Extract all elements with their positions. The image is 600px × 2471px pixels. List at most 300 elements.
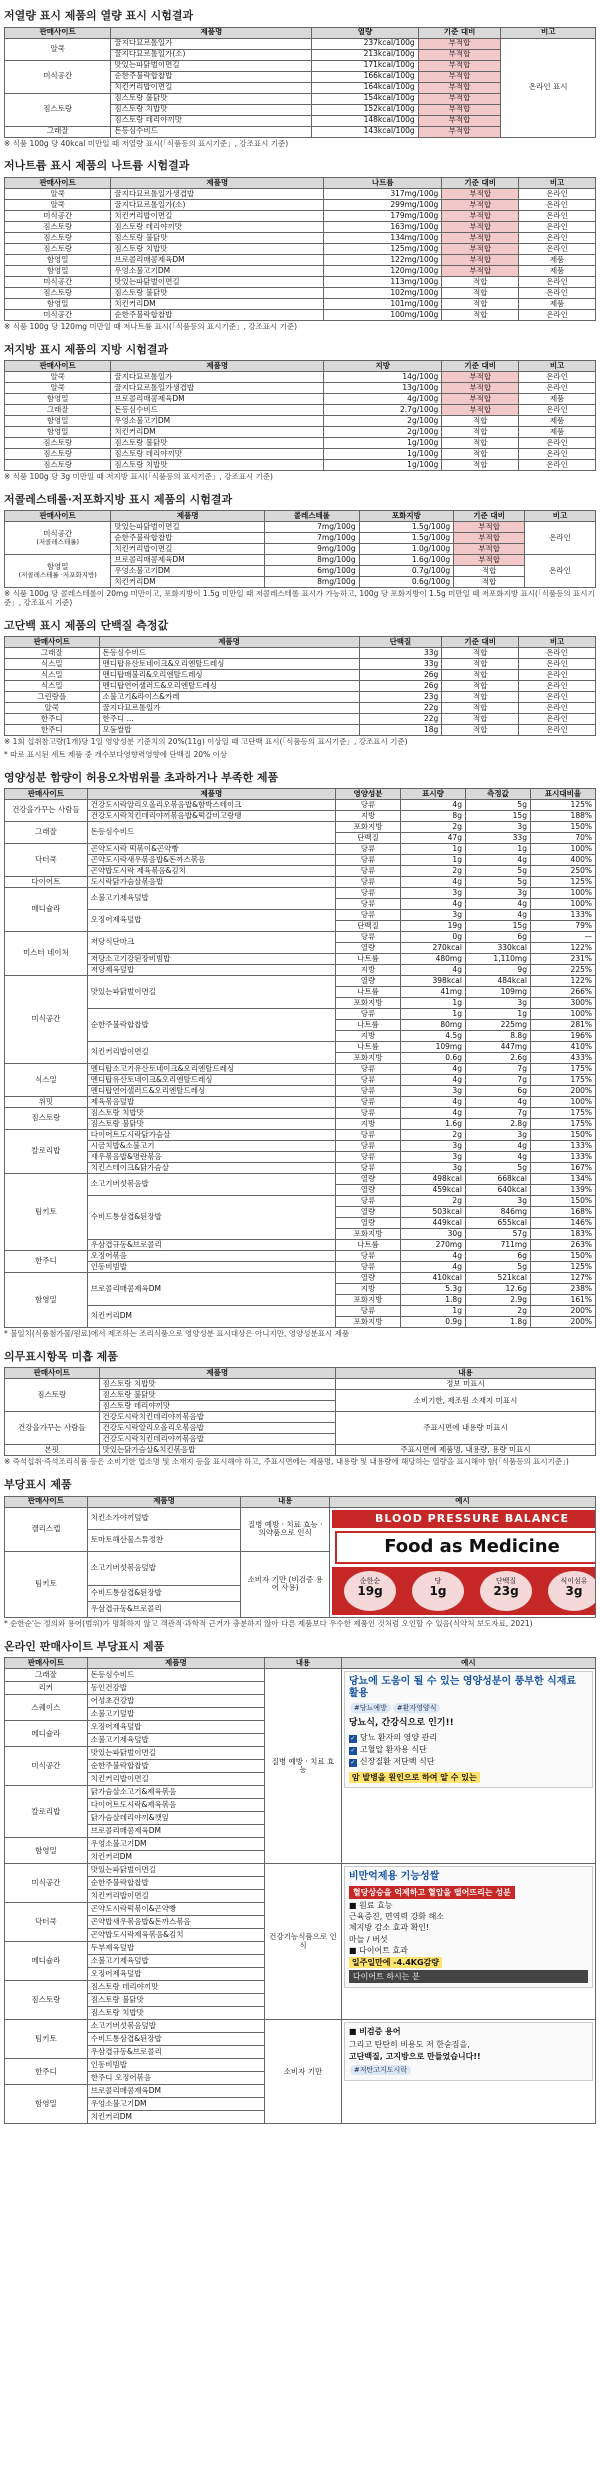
product-cell: 맛있는파닭벌이면길 — [111, 60, 312, 71]
product-cell: 짐스토랑 데리야끼맛 — [99, 1401, 335, 1412]
measured-cell: 5g — [465, 1163, 530, 1174]
remark-cell: 제품 — [519, 394, 596, 405]
label-value-cell: 19g — [400, 921, 465, 932]
site-cell: 칼로리밥 — [5, 1130, 88, 1174]
verdict-cell: 적합 — [442, 703, 519, 714]
verdict-cell: 부적합 — [442, 383, 519, 394]
product-cell: 브로콜리매콤제육DM — [111, 394, 324, 405]
label-value-cell: 398kcal — [400, 976, 465, 987]
content-cell: 주표시면에 제품명, 내용량, 용량 미표시 — [335, 1445, 595, 1456]
nutrient-cell: 나트륨 — [335, 954, 400, 965]
stat-label: 단백질 — [495, 1577, 517, 1586]
table-row — [5, 555, 596, 566]
table-header-row — [5, 27, 596, 38]
measured-cell: 7g — [465, 1108, 530, 1119]
remark-cell: 온라인 — [519, 725, 596, 736]
measured-cell: 57g — [465, 1229, 530, 1240]
verdict-cell: 적합 — [454, 566, 525, 577]
product-cell: 곤약밥새우볶음밥&돈까스볶음 — [87, 1916, 264, 1929]
ratio-cell: 100% — [530, 844, 595, 855]
content-cell: 소비기한, 제조원 소재지 미표시 — [335, 1390, 595, 1412]
table-row — [5, 298, 596, 309]
hashtag: #환자영양식 — [393, 1703, 441, 1713]
product-cell: 꿀지다묘르톨일가(소) — [111, 49, 312, 60]
value-cell: 33g — [359, 648, 442, 659]
check-text: 신장질환 저단백 식단 — [359, 1756, 435, 1766]
site-cell: 함영밀 — [5, 427, 111, 438]
site-cell: 그래잘 — [5, 1669, 88, 1682]
ratio-cell: 200% — [530, 1086, 595, 1097]
product-cell: 순한주불락합찹밥 — [111, 71, 312, 82]
ad-line: 마늘 / 버섯 — [348, 1934, 388, 1944]
label-value-cell: 1.8g — [400, 1295, 465, 1306]
col-header: 예시 — [330, 1496, 596, 1507]
table-row — [5, 1064, 596, 1075]
col-header: 판매사이트 — [5, 361, 111, 372]
verdict-cell: 부적합 — [442, 221, 519, 232]
nutrient-cell: 당류 — [335, 899, 400, 910]
remark-cell: 온라인 — [519, 405, 596, 416]
value-cell: 4g/100g — [324, 394, 442, 405]
product-cell: 짐스토랑 치밥맛 — [111, 460, 324, 471]
measured-cell: 668kcal — [465, 1174, 530, 1185]
col-header: 제품명 — [87, 789, 335, 800]
section-title-cholesterol: 저콜레스테롤·저포화지방 표시 제품의 시험결과 — [4, 492, 233, 506]
product-cell: 우엉소불고기DM — [111, 566, 265, 577]
verdict-cell: 부적합 — [454, 555, 525, 566]
label-value-cell: 3g — [400, 1163, 465, 1174]
product-cell: 건강도시락알리오올리오볶음밥&함박스테이크 — [87, 800, 335, 811]
nutrient-cell: 당류 — [335, 1086, 400, 1097]
verdict-cell: 부적합 — [418, 49, 501, 60]
mandatory-table — [4, 1367, 596, 1456]
site-cell: 팀키토 — [5, 2020, 88, 2059]
product-cell: 꿀지다묘르톨일가 — [111, 38, 312, 49]
ad-functional — [344, 1866, 593, 1988]
site-cell: 그래잘 — [5, 405, 111, 416]
product-cell: 짐스토랑 치밥맛 — [111, 104, 312, 115]
value-cell: 0.6g/100g — [359, 577, 454, 588]
product-cell: 시금치밥&소불고기 — [87, 1141, 335, 1152]
site-cell: 함영밀 — [5, 1273, 88, 1328]
col-header: 제품명 — [87, 1496, 241, 1507]
example-cell — [341, 2020, 595, 2124]
measured-cell: 655kcal — [465, 1218, 530, 1229]
product-cell: 한주디 ... — [99, 714, 359, 725]
site-cell: 알쿡 — [5, 372, 111, 383]
product-cell: 두부제육덮밥 — [87, 1942, 264, 1955]
product-cell: 짐스토랑 불닭맛 — [111, 287, 324, 298]
tolerance-table — [4, 788, 596, 1328]
ratio-cell: 266% — [530, 987, 595, 998]
site-cell: 미식공간 — [5, 276, 111, 287]
measured-cell: 4g — [465, 855, 530, 866]
product-cell: 브로콜리매콤제육DM — [111, 254, 324, 265]
product-cell: 곤약밥도시락제육볶음&김치 — [87, 1929, 264, 1942]
table-row — [5, 1669, 596, 1682]
product-cell: 맛있는파닭벌이면길 — [111, 522, 265, 533]
value-cell: 26g — [359, 681, 442, 692]
table-header-row — [5, 637, 596, 648]
label-value-cell: 0.6g — [400, 1053, 465, 1064]
remark-cell: 온라인 — [519, 372, 596, 383]
verdict-cell: 적합 — [442, 714, 519, 725]
product-cell: 치킨커리밥이면길 — [111, 544, 265, 555]
product-cell: 돈등심수비드 — [87, 1669, 264, 1682]
ratio-cell: 238% — [530, 1284, 595, 1295]
sodium-table — [4, 177, 596, 321]
product-cell: 짐스토랑 불닭맛 — [87, 1994, 264, 2007]
measured-cell: 3g — [465, 822, 530, 833]
nutrient-cell: 당류 — [335, 1075, 400, 1086]
product-cell: 동인건강밥 — [87, 1682, 264, 1695]
nutrient-cell: 나트륨 — [335, 1240, 400, 1251]
table-row — [5, 383, 596, 394]
measured-cell: 6g — [465, 1251, 530, 1262]
product-cell: 치킨커리밥이면길 — [87, 1042, 335, 1064]
measured-cell: 7g — [465, 1064, 530, 1075]
product-cell: 닭가슴살데리야끼&깻잎 — [87, 1812, 264, 1825]
measured-cell: 3g — [465, 1196, 530, 1207]
nutrient-cell: 포화지방 — [335, 1295, 400, 1306]
section-title-mandatory: 의무표시항목 미흡 제품 — [4, 1349, 118, 1363]
product-cell: 어성초건강밥 — [87, 1695, 264, 1708]
verdict-cell: 적합 — [442, 670, 519, 681]
verdict-cell: 부적합 — [454, 522, 525, 533]
value-cell: 164kcal/100g — [312, 82, 418, 93]
nutrient-cell: 당류 — [335, 1196, 400, 1207]
site-cell: 함영밀 — [5, 265, 111, 276]
product-cell: 짐스토랑 치밥맛 — [87, 2007, 264, 2020]
ratio-cell: 150% — [530, 1251, 595, 1262]
col-header: 판매사이트 — [5, 1496, 88, 1507]
check-text: 고혈압 환자용 식단 — [359, 1744, 427, 1754]
product-cell: 도시락닭가슴살볶음밥 — [87, 877, 335, 888]
value-cell: 1g/100g — [324, 438, 442, 449]
ratio-cell: — — [530, 932, 595, 943]
col-header: 내용 — [335, 1368, 595, 1379]
table-row — [5, 877, 596, 888]
product-cell: 맛있는파닭벌이면길 — [87, 976, 335, 1009]
product-cell: 순한주불락합찹밥 — [111, 533, 265, 544]
table-row — [5, 1075, 596, 1086]
table-header-row — [5, 511, 596, 522]
remark-cell: 온라인 — [519, 199, 596, 210]
value-cell: 237kcal/100g — [312, 38, 418, 49]
value-cell: 7mg/100g — [265, 522, 360, 533]
ratio-cell: 122% — [530, 943, 595, 954]
site-cell: 함영밀 — [5, 254, 111, 265]
measured-cell: 711mg — [465, 1240, 530, 1251]
bp-banner-food: Food as Medicine — [335, 1531, 595, 1564]
ratio-cell: 122% — [530, 976, 595, 987]
nutrient-cell: 단백질 — [335, 921, 400, 932]
label-value-cell: 80mg — [400, 1020, 465, 1031]
stat-value: 1g — [429, 1584, 447, 1599]
table-row — [5, 1240, 596, 1251]
table-row — [5, 1507, 596, 1529]
ratio-cell: 150% — [530, 1196, 595, 1207]
ad-highlight: 일주일만에 -4.4KG감량 — [349, 1957, 442, 1968]
site-name: 함영밀 — [46, 562, 69, 572]
value-cell: 22g — [359, 714, 442, 725]
measured-cell: 4g — [465, 1097, 530, 1108]
verdict-cell: 부적합 — [442, 243, 519, 254]
site-cell: 한주디 — [5, 725, 100, 736]
ratio-cell: 100% — [530, 888, 595, 899]
nutrient-cell: 포화지방 — [335, 1229, 400, 1240]
note: ※ 식품 100g 당 콜레스테롤이 20mg 미만이고, 포화지방이 1.5g 미만일 때 저콜레스테롤 표시가 가능하고, 100g 당 포화지방이 1.5g 미만일 때 저포화지방 표시(「식품등의 표시기준」, 강조표시 기준) — [4, 589, 595, 608]
measured-cell: 330kcal — [465, 943, 530, 954]
ratio-cell: 400% — [530, 855, 595, 866]
value-cell: 1g/100g — [324, 449, 442, 460]
verdict-cell: 적합 — [442, 287, 519, 298]
col-header: 표시대비율 — [530, 789, 595, 800]
note: * 순한순'는 정의와 용어(범위)가 명확하지 않고 객관적·과학적 근거가 충분하지 않아 다른 제품보다 우수한 제품인 것처럼 오인할 수 있음(식약처 보도자료, 2021) — [4, 1619, 533, 1629]
measured-cell: 846mg — [465, 1207, 530, 1218]
verdict-cell: 부적합 — [442, 199, 519, 210]
stat-label: 식이섬유 — [560, 1577, 588, 1586]
measured-cell: 15g — [465, 811, 530, 822]
table-row — [5, 965, 596, 976]
remark-cell: 온라인 — [519, 309, 596, 320]
label-value-cell: 480mg — [400, 954, 465, 965]
bp-banner — [332, 1510, 595, 1615]
nutrient-cell: 지방 — [335, 1284, 400, 1295]
label-value-cell: 0.9g — [400, 1317, 465, 1328]
value-cell: 113mg/100g — [324, 276, 442, 287]
ad-line: 체지방 감소 효과 확인! — [348, 1923, 430, 1933]
stat-value: 23g — [493, 1584, 519, 1599]
table-row — [5, 976, 596, 987]
product-cell: 돈등심수비드 — [111, 405, 324, 416]
product-cell: 순한주불락합찹밥 — [111, 309, 324, 320]
verdict-cell: 적합 — [442, 427, 519, 438]
check-item — [349, 1745, 588, 1755]
verdict-cell: 부적합 — [442, 232, 519, 243]
value-cell: 2g/100g — [324, 416, 442, 427]
content-cell: 질병 예방 · 치료 효능 — [265, 1669, 342, 1864]
product-cell: 인동비빔밥 — [87, 1262, 335, 1273]
verdict-cell: 적합 — [442, 659, 519, 670]
label-value-cell: 30g — [400, 1229, 465, 1240]
value-cell: 22g — [359, 703, 442, 714]
table-row — [5, 210, 596, 221]
nutrient-cell: 당류 — [335, 1130, 400, 1141]
ratio-cell: 200% — [530, 1317, 595, 1328]
product-cell: 토마토해산물스튜정찬 — [87, 1529, 241, 1551]
product-cell: 치킨커리밥이면길 — [87, 1890, 264, 1903]
site-cell: 함영밀 — [5, 394, 111, 405]
table-row — [5, 888, 596, 899]
verdict-cell: 적합 — [442, 309, 519, 320]
label-value-cell: 1g — [400, 844, 465, 855]
table-row — [5, 221, 596, 232]
note: * 불일치(식품첨가물/원료)에서 제조하는 조리식품으로 영양성분 표시대상은 아니지만, 영양성분표시 제품 — [4, 1329, 350, 1339]
nutrient-cell: 나트륨 — [335, 1020, 400, 1031]
measured-cell: 6g — [465, 1086, 530, 1097]
table-row — [5, 1262, 596, 1273]
value-cell: 18g — [359, 725, 442, 736]
site-cell: 짐스토랑 — [5, 1981, 88, 2020]
nutrient-cell: 지방 — [335, 811, 400, 822]
measured-cell: 521kcal — [465, 1273, 530, 1284]
measured-cell: 6g — [465, 932, 530, 943]
measured-cell: 447mg — [465, 1042, 530, 1053]
verdict-cell: 적합 — [442, 692, 519, 703]
col-header: 단백질 — [359, 637, 442, 648]
ratio-cell: 125% — [530, 877, 595, 888]
product-cell: 소불고기제육덮밥 — [87, 1955, 264, 1968]
site-cell: 함영밀 — [5, 2085, 88, 2124]
ad-title: ■ 비검증 용어 — [348, 2027, 401, 2037]
bp-banner-head: BLOOD PRESSURE BALANCE — [332, 1510, 595, 1529]
table-header-row — [5, 177, 596, 188]
col-header: 판매사이트 — [5, 177, 111, 188]
site-cell: 식스밀 — [5, 670, 100, 681]
site-cell: 건강을가꾸는 사람들 — [5, 1412, 100, 1445]
col-header: 제품명 — [111, 361, 324, 372]
content-cell: 질병 예방 · 치료 효능 · 의약품으로 인식 — [241, 1507, 330, 1551]
site-cell: 미식공간 — [5, 309, 111, 320]
col-header: 열량 — [312, 27, 418, 38]
label-value-cell: 1g — [400, 855, 465, 866]
ratio-cell: 125% — [530, 800, 595, 811]
note: ※ 즉석섭취·즉석조리식품 등은 소비기한 업소명 및 소재지 등을 표시해야 하고, 주표시면에는 제품명, 내용량 및 내용량에 해당하는 열량을 표시해야 함(「식품등의 표시기준」) — [4, 1457, 569, 1467]
product-cell: 소불고기&라이스&카레 — [99, 692, 359, 703]
product-cell: 건강도시락알리오올리오볶음밥 — [99, 1423, 335, 1434]
table-row — [5, 1042, 596, 1053]
check-text: 당뇨 환자의 영양 관리 — [359, 1732, 438, 1742]
measured-cell: 2.6g — [465, 1053, 530, 1064]
ratio-cell: 250% — [530, 866, 595, 877]
table-row — [5, 243, 596, 254]
value-cell: 171kcal/100g — [312, 60, 418, 71]
table-row — [5, 372, 596, 383]
product-cell: 브로콜리매콤제육DM — [87, 2085, 264, 2098]
stat-value: 19g — [357, 1584, 383, 1599]
content-cell: 소비자 기만 (비검증 용어 사용) — [241, 1551, 330, 1617]
calorie-table — [4, 27, 596, 138]
site-cell: 알쿡 — [5, 199, 111, 210]
col-header: 판매사이트 — [5, 637, 100, 648]
col-header: 지방 — [324, 361, 442, 372]
product-cell: 꿀지다묘르톨일가생겹밥 — [111, 383, 324, 394]
remark-cell: 온라인 — [519, 210, 596, 221]
remark-cell: 제품 — [519, 254, 596, 265]
table-row — [5, 844, 596, 855]
product-cell: 멘디탑소고기유산토네이크&오리엔탈드레싱 — [87, 1064, 335, 1075]
verdict-cell: 적합 — [442, 416, 519, 427]
value-cell: 8mg/100g — [265, 555, 360, 566]
table-row — [5, 1864, 596, 1877]
nutrient-cell: 당류 — [335, 866, 400, 877]
product-cell: 소불고기제육덮밥 — [87, 888, 335, 910]
site-cell: 함영밀 — [5, 416, 111, 427]
label-value-cell: 1g — [400, 998, 465, 1009]
col-header: 비고 — [519, 637, 596, 648]
measured-cell: 7g — [465, 1075, 530, 1086]
remark-cell: 온라인 — [519, 383, 596, 394]
ratio-cell: 196% — [530, 1031, 595, 1042]
site-sub: (저콜레스테롤 ·저포화지방) — [18, 571, 97, 580]
table-row — [5, 416, 596, 427]
verdict-cell: 부적합 — [442, 394, 519, 405]
label-value-cell: 3g — [400, 1152, 465, 1163]
product-cell: 치킨스테이크&닭가슴살 — [87, 1163, 335, 1174]
product-cell: 치킨커리DM — [87, 1851, 264, 1864]
remark-cell: 온라인 — [519, 681, 596, 692]
value-cell: 213kcal/100g — [312, 49, 418, 60]
col-header: 내용 — [265, 1658, 342, 1669]
table-row — [5, 287, 596, 298]
site-cell: 짐스토랑 — [5, 287, 111, 298]
value-cell: 1.6g/100g — [359, 555, 454, 566]
site-cell: 알쿡 — [5, 383, 111, 394]
remark-cell: 온라인 — [519, 460, 596, 471]
ratio-cell: 175% — [530, 1064, 595, 1075]
table-row — [5, 659, 596, 670]
table-header-row — [5, 1496, 596, 1507]
product-cell: 인동비빔밥 — [87, 2059, 264, 2072]
nutrient-cell: 열량 — [335, 1207, 400, 1218]
label-value-cell: 4g — [400, 877, 465, 888]
remark-cell: 온라인 — [519, 221, 596, 232]
nutrient-cell: 나트륨 — [335, 1042, 400, 1053]
product-cell: 곤약도시락새우볶음밥&돈까스볶음 — [87, 855, 335, 866]
table-row — [5, 714, 596, 725]
product-cell: 우삼겹규동&브로콜리 — [87, 2046, 264, 2059]
nutrient-cell: 당류 — [335, 1163, 400, 1174]
label-value-cell: 1g — [400, 1306, 465, 1317]
measured-cell: 8.8g — [465, 1031, 530, 1042]
table-row — [5, 1306, 596, 1317]
product-cell: 소고기버섯볶음덮밥 — [87, 2020, 264, 2033]
label-value-cell: 4g — [400, 800, 465, 811]
table-row — [5, 1196, 596, 1207]
ratio-cell: 150% — [530, 1130, 595, 1141]
measured-cell: 109mg — [465, 987, 530, 998]
product-cell: 치킨커리밥이면길 — [111, 82, 312, 93]
table-row — [5, 1009, 596, 1020]
product-cell: 돈등심수비드 — [99, 648, 359, 659]
product-cell: 우엉소불고기DM — [111, 416, 324, 427]
value-cell: 1.5g/100g — [359, 533, 454, 544]
hashtag: #저탄고지도시락 — [350, 2065, 411, 2075]
ratio-cell: 188% — [530, 811, 595, 822]
col-header: 판매사이트 — [5, 1658, 88, 1669]
product-cell: 짐스토랑 불닭맛 — [111, 438, 324, 449]
label-value-cell: 4g — [400, 1075, 465, 1086]
site-cell: 다이어트 — [5, 877, 88, 888]
col-header: 판매사이트 — [5, 789, 88, 800]
note: ※ 식품 100g 당 3g 미만일 때 저지방 표시(「식품등의 표시기준」, 강조표시 기준) — [4, 472, 273, 482]
site-cell: 함영밀 — [5, 298, 111, 309]
value-cell: 148kcal/100g — [312, 115, 418, 126]
table-header-row — [5, 789, 596, 800]
ratio-cell: 175% — [530, 1075, 595, 1086]
measured-cell: 12.6g — [465, 1284, 530, 1295]
table-row — [5, 427, 596, 438]
product-cell: 소불고기덮밥 — [87, 1708, 264, 1721]
product-cell: 브로콜리매콤제육DM — [87, 1825, 264, 1838]
value-cell: 166kcal/100g — [312, 71, 418, 82]
note: ※ 1회 섭취참고량(1개)당 1일 영양성분 기준치의 20%(11g) 이상일 때 고단백 표시(「식품등의 표시기준」, 강조표시 기준) — [4, 737, 408, 747]
table-row — [5, 460, 596, 471]
verdict-cell: 적합 — [442, 449, 519, 460]
product-cell: 오징어제육덮밥 — [87, 1721, 264, 1734]
stat-label: 순한순 — [359, 1577, 381, 1586]
